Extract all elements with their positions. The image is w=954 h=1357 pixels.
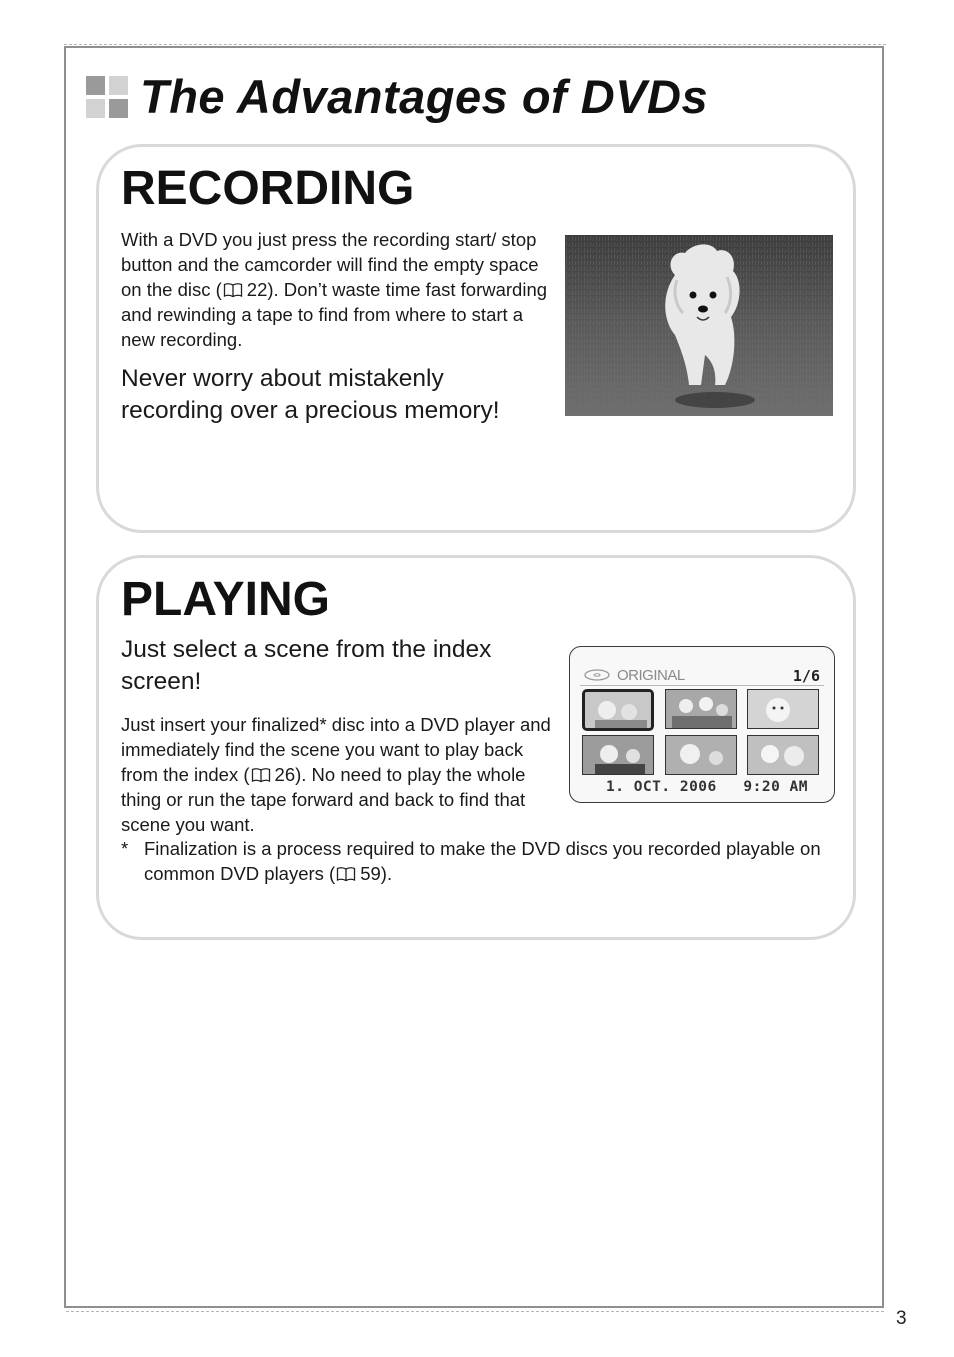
footnote-page-ref: 59	[360, 863, 381, 884]
page-title: The Advantages of DVDs	[140, 70, 709, 123]
index-thumbnail-selected	[582, 689, 654, 731]
book-icon	[336, 866, 356, 882]
playing-body-text-2: ). No need to play the whole thing or run the tape forward and back to find that scene you want.	[121, 764, 526, 835]
index-thumbnail	[582, 735, 654, 775]
four-squares-icon	[86, 76, 130, 120]
playing-body	[121, 712, 551, 837]
index-thumbnail	[665, 689, 737, 729]
disc-icon	[584, 669, 610, 681]
index-label: ORIGINAL	[617, 667, 685, 684]
recording-page-ref: 22	[246, 279, 268, 300]
frame-edge-bottom	[66, 1307, 884, 1312]
recording-panel	[96, 144, 856, 533]
index-thumbnail	[665, 735, 737, 775]
playing-lead: Just select a scene from the index screen!	[121, 636, 492, 695]
playing-panel	[96, 555, 856, 940]
playing-heading: PLAYING	[121, 573, 330, 626]
index-divider	[580, 685, 824, 686]
playing-body-text: Just insert your finalized* disc into a DVD player and immediately find the scene you want to play back from the index (	[121, 714, 551, 785]
index-page-counter: 1/6	[792, 667, 820, 685]
dog-photo	[565, 235, 833, 416]
index-screen-illustration	[569, 646, 835, 803]
recording-body-text-2: ). Don’t waste time fast forwarding and rewinding a tape to find from where to start a new recording.	[121, 279, 548, 350]
recording-body	[121, 227, 551, 352]
recording-heading: RECORDING	[121, 162, 415, 215]
page-number: 3	[896, 1308, 907, 1329]
recording-body-text: With a DVD you just press the recording start/ stop button and the camcorder will find the empty space on the disc (	[121, 229, 539, 300]
index-date: 1. OCT. 2006	[606, 779, 717, 795]
index-thumbnail	[747, 689, 819, 729]
index-time: 9:20 AM	[743, 779, 808, 795]
book-icon	[251, 767, 271, 783]
finalization-footnote	[121, 836, 837, 886]
recording-lead: Never worry about mistakenly recording over a precious memory!	[121, 365, 500, 424]
footnote-mark: *	[121, 838, 129, 859]
index-thumbnail	[747, 735, 819, 775]
book-icon	[223, 282, 243, 298]
footnote-text-2: ).	[380, 863, 393, 884]
footnote-text: Finalization is a process required to make the DVD discs you recorded playable on common DVD players (	[144, 838, 821, 884]
playing-page-ref: 26	[274, 764, 296, 785]
